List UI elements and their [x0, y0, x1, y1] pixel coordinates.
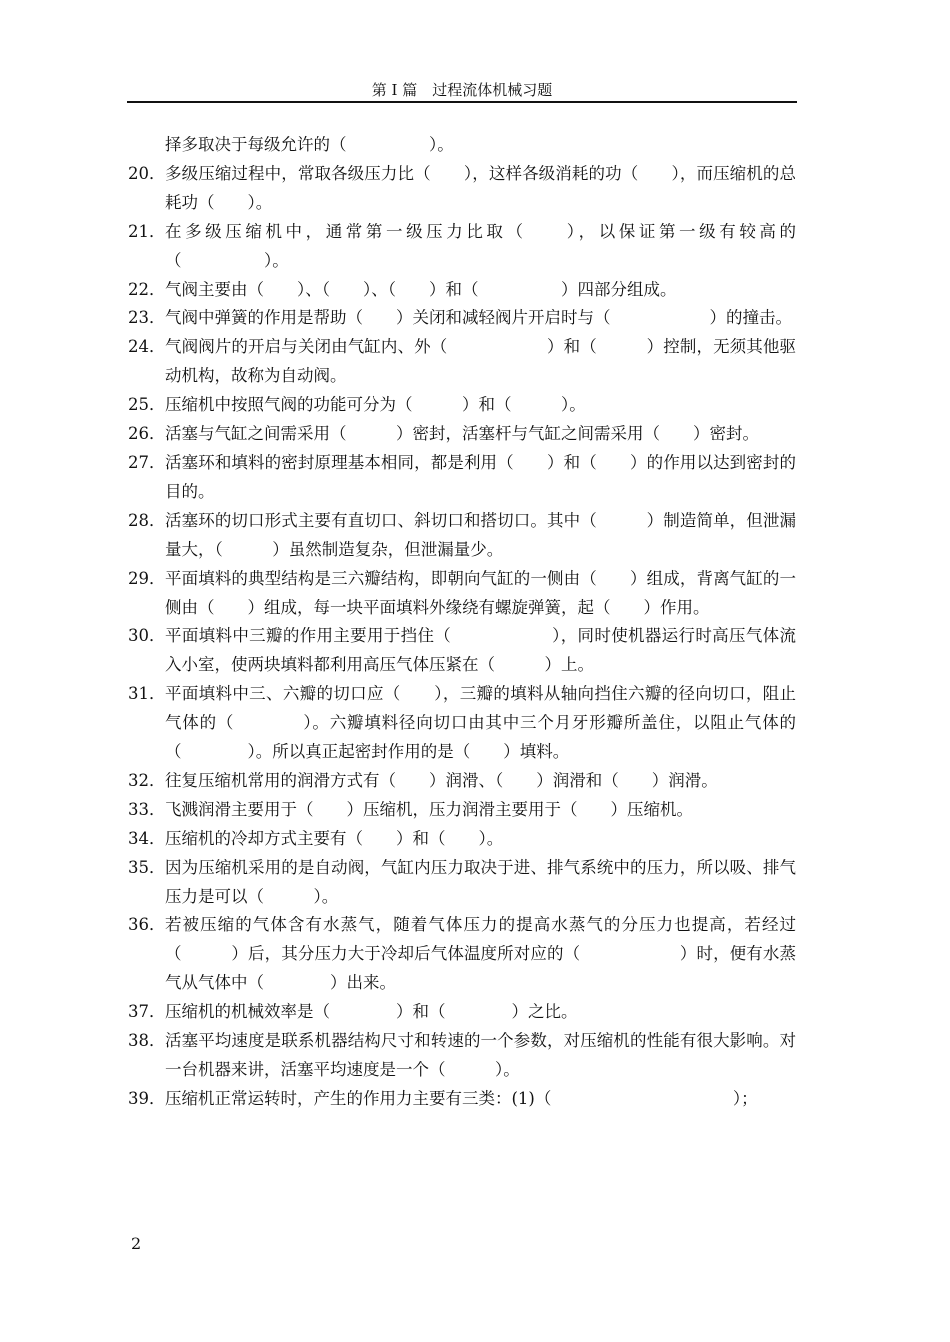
- question-text: 压缩机的机械效率是（ ）和（ ）之比。: [165, 1002, 578, 1022]
- question-item: [128, 276, 796, 305]
- question-text: 压缩机正常运转时，产生的作用力主要有三类：(1)（ ）；: [165, 1088, 758, 1108]
- question-number: 29．: [128, 568, 166, 588]
- question-item: [128, 796, 796, 825]
- question-item: [128, 420, 796, 449]
- question-item: [128, 622, 796, 680]
- page-header: 第 I 篇 过程流体机械习题: [371, 81, 553, 99]
- question-number: 31．: [128, 684, 166, 704]
- question-item: [128, 767, 796, 796]
- question-number: 27．: [128, 452, 166, 472]
- question-number: 24．: [128, 337, 166, 357]
- question-number: 28．: [128, 510, 166, 530]
- question-text: 往复压缩机常用的润滑方式有（ ）润滑、（ ）润滑和（ ）润滑。: [165, 770, 718, 790]
- question-item: [128, 218, 796, 276]
- question-item: [128, 160, 796, 218]
- question-number: 21．: [128, 221, 166, 241]
- question-number: 32．: [128, 770, 166, 790]
- question-item: [128, 391, 796, 420]
- question-item: [128, 333, 796, 391]
- question-item: [128, 1027, 796, 1085]
- question-number: 22．: [128, 279, 166, 299]
- question-text: 气阀主要由（ ）、（ ）、（ ）和（ ）四部分组成。: [165, 279, 677, 299]
- question-number: 25．: [128, 395, 166, 415]
- question-item: [128, 565, 796, 623]
- question-number: 26．: [128, 424, 166, 444]
- question-text: 若被压缩的气体含有水蒸气，随着气体压力的提高水蒸气的分压力也提高，若经过（ ）后，其分压力大于冷却后气体温度所对应的（ ）时，便有水蒸气从气体中（ ）出来。: [165, 915, 796, 993]
- question-number: 38．: [128, 1031, 166, 1051]
- question-item: [128, 998, 796, 1027]
- question-item: [128, 1085, 796, 1114]
- question-number: 34．: [128, 828, 166, 848]
- question-list: [128, 131, 796, 1114]
- question-text: 平面填料中三、六瓣的切口应（ ），三瓣的填料从轴向挡住六瓣的径向切口，阻止气体的（ ）。六瓣填料径向切口由其中三个月牙形瓣所盖住，以阻止气体的（ ）。所以真正起密封作用的是（ ）填料。: [165, 684, 796, 762]
- question-text: 活塞环的切口形式主要有直切口、斜切口和搭切口。其中（ ）制造简单，但泄漏量大，（ ）虽然制造复杂，但泄漏量少。: [165, 510, 796, 559]
- question-number: 30．: [128, 626, 166, 646]
- header-rule: [127, 101, 797, 103]
- question-text: 压缩机中按照气阀的功能可分为（ ）和（ ）。: [165, 395, 586, 415]
- question-text: 活塞环和填料的密封原理基本相同，都是利用（ ）和（ ）的作用以达到密封的目的。: [165, 452, 796, 501]
- question-item: [128, 911, 796, 998]
- question-item: [128, 507, 796, 565]
- question-text: 平面填料的典型结构是三六瓣结构，即朝向气缸的一侧由（ ）组成，背离气缸的一侧由（ ）组成，每一块平面填料外缘绕有螺旋弹簧，起（ ）作用。: [165, 568, 796, 617]
- question-number: 20．: [128, 163, 166, 183]
- question-text: 择多取决于每级允许的（ ）。: [165, 135, 454, 154]
- question-text: 因为压缩机采用的是自动阀，气缸内压力取决于进、排气系统中的压力，所以吸、排气压力是可以（ ）。: [165, 857, 796, 906]
- question-item: [128, 304, 796, 333]
- question-number: 39．: [128, 1088, 166, 1108]
- question-text: 在多级压缩机中，通常第一级压力比取（ ），以保证第一级有较高的（ ）。: [165, 221, 796, 270]
- question-item: [128, 854, 796, 912]
- question-text: 飞溅润滑主要用于（ ）压缩机，压力润滑主要用于（ ）压缩机。: [165, 799, 693, 819]
- question-number: 33．: [128, 799, 166, 819]
- page-number: 2: [131, 1234, 142, 1253]
- question-text: 平面填料中三瓣的作用主要用于挡住（ ），同时使机器运行时高压气体流入小室，使两块填料都利用高压气体压紧在（ ）上。: [165, 626, 796, 675]
- question-text: 气阀中弹簧的作用是帮助（ ）关闭和减轻阀片开启时与（ ）的撞击。: [165, 308, 792, 328]
- question-item: [128, 449, 796, 507]
- question-text: 多级压缩过程中，常取各级压力比（ ），这样各级消耗的功（ ），而压缩机的总耗功（ ）。: [165, 163, 796, 212]
- question-number: 37．: [128, 1002, 166, 1022]
- question-text: 压缩机的冷却方式主要有（ ）和（ ）。: [165, 828, 504, 848]
- question-number: 23．: [128, 308, 166, 328]
- question-text: 气阀阀片的开启与关闭由气缸内、外（ ）和（ ）控制，无须其他驱动机构，故称为自动阀。: [165, 337, 796, 386]
- question-text: 活塞与气缸之间需采用（ ）密封，活塞杆与气缸之间需采用（ ）密封。: [165, 424, 759, 444]
- question-item: [128, 825, 796, 854]
- question-number: 35．: [128, 857, 166, 877]
- question-item: [128, 680, 796, 767]
- question-number: 36．: [128, 915, 166, 935]
- question-text: 活塞平均速度是联系机器结构尺寸和转速的一个参数，对压缩机的性能有很大影响。对一台机器来讲，活塞平均速度是一个（ ）。: [165, 1031, 796, 1079]
- question-item: [128, 131, 796, 160]
